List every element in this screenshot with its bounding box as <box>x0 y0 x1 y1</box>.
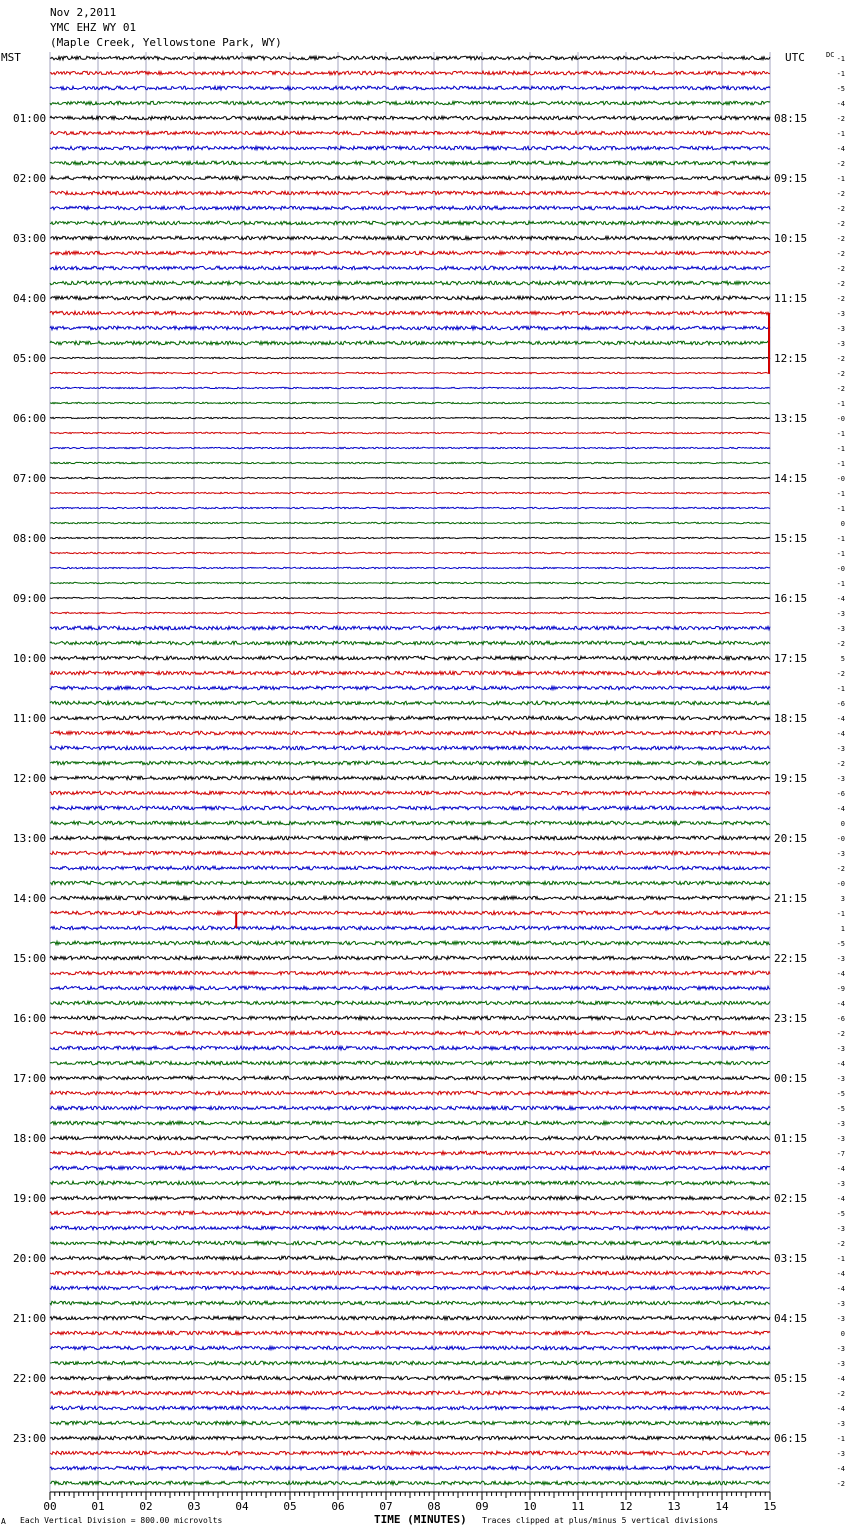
time-axis <box>43 1492 776 1513</box>
dc-offset-label: -3 <box>836 1075 845 1083</box>
mst-hour-label: 23:00 <box>13 1432 47 1445</box>
dc-offset-label: -1 <box>836 580 845 588</box>
dc-offset-label: -2 <box>836 865 845 873</box>
trace-line <box>50 1151 770 1155</box>
trace-line <box>50 716 770 720</box>
trace-line <box>50 1106 770 1110</box>
trace-line <box>50 1076 770 1080</box>
mst-hour-label: 22:00 <box>13 1372 47 1385</box>
x-tick-label: 06 <box>331 1500 345 1513</box>
utc-hour-label: 02:15 <box>774 1192 808 1205</box>
trace-line <box>50 1166 770 1170</box>
mst-hour-label: 08:00 <box>13 532 47 545</box>
trace-line <box>50 477 770 478</box>
trace-line <box>50 612 770 613</box>
dc-offset-label: -4 <box>836 970 845 978</box>
mst-hour-label: 06:00 <box>13 412 47 425</box>
trace-line <box>50 971 770 975</box>
trace-line <box>50 281 770 285</box>
trace-line <box>50 746 770 750</box>
trace-line <box>50 447 770 448</box>
mst-hour-label: 02:00 <box>13 172 47 185</box>
trace-line <box>50 236 770 240</box>
dc-offset-label: -3 <box>836 340 845 348</box>
utc-hour-label: 22:15 <box>774 952 808 965</box>
dc-offset-label: -4 <box>836 715 845 723</box>
mst-hour-label: 19:00 <box>13 1192 47 1205</box>
trace-line <box>50 896 770 900</box>
trace-line <box>50 296 770 300</box>
trace-line <box>50 191 770 195</box>
mst-hour-label: 09:00 <box>13 592 47 605</box>
trace-line <box>50 1241 770 1245</box>
utc-hour-label: 20:15 <box>774 832 808 845</box>
trace-line <box>50 1346 770 1350</box>
dc-offset-label: -1 <box>836 400 845 408</box>
mst-hour-label: 01:00 <box>13 112 47 125</box>
trace-line <box>50 941 770 945</box>
dc-offset-label: 3 <box>840 895 845 903</box>
trace-line <box>50 1451 770 1455</box>
utc-hour-label: 15:15 <box>774 532 808 545</box>
trace-line <box>50 492 770 493</box>
dc-offset-label: -4 <box>836 1165 845 1173</box>
utc-hour-label: 10:15 <box>774 232 808 245</box>
utc-axis-title: UTC <box>785 51 805 64</box>
dc-offset-label: -3 <box>836 310 845 318</box>
trace-line <box>50 357 770 358</box>
dc-offset-label: -4 <box>836 1465 845 1473</box>
trace-line <box>50 926 770 930</box>
trace-line <box>50 836 770 840</box>
dc-offset-label: -1 <box>836 460 845 468</box>
trace-line <box>50 1271 770 1275</box>
trace-line <box>50 597 770 598</box>
trace-line <box>50 372 770 373</box>
trace-line <box>50 821 770 825</box>
dc-offset-label: -7 <box>836 1150 845 1158</box>
dc-offset-label: -1 <box>836 910 845 918</box>
utc-hour-label: 09:15 <box>774 172 808 185</box>
trace-line <box>50 1436 770 1440</box>
dc-offset-label: -0 <box>836 415 845 423</box>
trace-line <box>50 1016 770 1020</box>
dc-offset-label: -4 <box>836 595 845 603</box>
mst-hour-label: 07:00 <box>13 472 47 485</box>
dc-offset-label: -2 <box>836 280 845 288</box>
dc-offset-label: 0 <box>840 820 845 828</box>
trace-line <box>50 1196 770 1200</box>
dc-offset-label: -0 <box>836 880 845 888</box>
dc-offset-label: -2 <box>836 370 845 378</box>
dc-offset-label: -2 <box>836 295 845 303</box>
x-tick-label: 05 <box>283 1500 297 1513</box>
dc-offset-label: -1 <box>836 1255 845 1263</box>
dc-offset-label: -0 <box>836 835 845 843</box>
utc-hour-label: 00:15 <box>774 1072 808 1085</box>
dc-offset-label: 5 <box>840 655 845 663</box>
dc-offset-label: -2 <box>836 220 845 228</box>
dc-offset-label: -1 <box>836 130 845 138</box>
utc-hour-label: 23:15 <box>774 1012 808 1025</box>
trace-line <box>50 701 770 705</box>
utc-hour-label: 01:15 <box>774 1132 808 1145</box>
dc-offset-label: -2 <box>836 235 845 243</box>
x-axis-label: TIME (MINUTES) <box>374 1513 467 1526</box>
dc-offset-label: -6 <box>836 790 845 798</box>
trace-line <box>50 791 770 795</box>
mst-hour-label: 20:00 <box>13 1252 47 1265</box>
mst-hour-label: 03:00 <box>13 232 47 245</box>
dc-offset-label: -9 <box>836 985 845 993</box>
trace-line <box>50 71 770 75</box>
x-tick-label: 10 <box>523 1500 537 1513</box>
dc-offset-label: 0 <box>840 520 845 528</box>
trace-line <box>50 806 770 810</box>
trace-line <box>50 402 770 403</box>
trace-line <box>50 956 770 960</box>
trace-line <box>50 1121 770 1125</box>
trace-line <box>50 266 770 270</box>
dc-offset-label: -3 <box>836 745 845 753</box>
utc-hour-label: 19:15 <box>774 772 808 785</box>
x-tick-label: 14 <box>715 1500 729 1513</box>
dc-offset-label: -2 <box>836 160 845 168</box>
mst-hour-label: 05:00 <box>13 352 47 365</box>
trace-line <box>50 1061 770 1065</box>
utc-hour-label: 06:15 <box>774 1432 808 1445</box>
utc-hour-labels <box>774 112 807 1445</box>
trace-group <box>50 56 770 1485</box>
dc-offset-label: -4 <box>836 730 845 738</box>
trace-line <box>50 1391 770 1395</box>
utc-hour-label: 12:15 <box>774 352 808 365</box>
dc-offset-label: -2 <box>836 670 845 678</box>
x-tick-label: 01 <box>91 1500 105 1513</box>
dc-offset-label: -2 <box>836 190 845 198</box>
dc-offset-label: -4 <box>836 1060 845 1068</box>
utc-hour-label: 08:15 <box>774 112 808 125</box>
dc-offset-label: -4 <box>836 805 845 813</box>
trace-line <box>50 1031 770 1035</box>
x-tick-label: 13 <box>667 1500 681 1513</box>
mst-hour-label: 17:00 <box>13 1072 47 1085</box>
dc-offset-label: -1 <box>836 430 845 438</box>
x-tick-label: 12 <box>619 1500 633 1513</box>
trace-line <box>50 1481 770 1485</box>
trace-line <box>50 56 770 60</box>
mst-axis-title: MST <box>1 51 21 64</box>
trace-line <box>50 731 770 735</box>
utc-hour-label: 04:15 <box>774 1312 808 1325</box>
dc-offset-label: -4 <box>836 1405 845 1413</box>
utc-hour-label: 11:15 <box>774 292 808 305</box>
trace-line <box>50 86 770 90</box>
dc-offset-label: -2 <box>836 355 845 363</box>
dc-offset-label: -5 <box>836 85 845 93</box>
trace-line <box>50 507 770 508</box>
mst-hour-labels <box>13 112 46 1445</box>
dc-offset-label: -1 <box>836 550 845 558</box>
trace-line <box>50 146 770 150</box>
trace-line <box>50 641 770 645</box>
dc-offset-label: -3 <box>836 955 845 963</box>
mst-hour-label: 04:00 <box>13 292 47 305</box>
trace-line <box>50 1046 770 1050</box>
trace-line <box>50 326 770 330</box>
x-tick-label: 03 <box>187 1500 201 1513</box>
dc-offset-label: -1 <box>836 445 845 453</box>
dc-offset-label: -3 <box>836 1420 845 1428</box>
mst-hour-label: 21:00 <box>13 1312 47 1325</box>
trace-line <box>50 1466 770 1470</box>
dc-offset-label: -2 <box>836 265 845 273</box>
x-tick-label: 04 <box>235 1500 249 1513</box>
header-date: Nov 2,2011 <box>50 6 117 19</box>
trace-line <box>50 1406 770 1410</box>
utc-hour-label: 16:15 <box>774 592 808 605</box>
trace-line <box>50 462 770 463</box>
dc-offset-label: -4 <box>836 145 845 153</box>
trace-line <box>50 881 770 885</box>
dc-offset-label: -1 <box>836 70 845 78</box>
dc-offset-label: -4 <box>836 1375 845 1383</box>
trace-line <box>50 986 770 990</box>
mst-hour-label: 12:00 <box>13 772 47 785</box>
dc-offset-label: -3 <box>836 1045 845 1053</box>
dc-offset-label: -2 <box>836 1390 845 1398</box>
dc-offset-label: -2 <box>836 1240 845 1248</box>
trace-line <box>50 161 770 165</box>
dc-offset-label: -4 <box>836 100 845 108</box>
x-tick-label: 09 <box>475 1500 489 1513</box>
trace-line <box>50 686 770 690</box>
trace-line <box>50 341 770 345</box>
dc-offset-label: -1 <box>836 1435 845 1443</box>
x-tick-label: 07 <box>379 1500 393 1513</box>
dc-offset-label: -1 <box>836 490 845 498</box>
dc-offset-labels <box>837 55 845 1488</box>
utc-hour-label: 13:15 <box>774 412 808 425</box>
footer-clip: Traces clipped at plus/minus 5 vertical divisions <box>482 1516 719 1525</box>
dc-offset-label: -2 <box>836 250 845 258</box>
dc-offset-label: -3 <box>836 1225 845 1233</box>
trace-line <box>50 1421 770 1425</box>
trace-line <box>50 626 770 630</box>
dc-offset-label: -4 <box>836 1270 845 1278</box>
dc-offset-label: -3 <box>836 325 845 333</box>
mst-hour-label: 13:00 <box>13 832 47 845</box>
utc-hour-label: 14:15 <box>774 472 808 485</box>
header-station: YMC EHZ WY 01 <box>50 21 137 34</box>
dc-offset-label: -1 <box>836 505 845 513</box>
trace-line <box>50 1361 770 1365</box>
dc-offset-label: -5 <box>836 1090 845 1098</box>
trace-line <box>50 251 770 255</box>
dc-title: DC <box>826 51 835 59</box>
dc-offset-label: -4 <box>836 1195 845 1203</box>
dc-offset-label: -3 <box>836 1345 845 1353</box>
dc-offset-label: -6 <box>836 1015 845 1023</box>
trace-line <box>50 1316 770 1320</box>
trace-line <box>50 1181 770 1185</box>
utc-hour-label: 05:15 <box>774 1372 808 1385</box>
dc-offset-label: -0 <box>836 565 845 573</box>
trace-line <box>50 221 770 225</box>
mst-hour-label: 18:00 <box>13 1132 47 1145</box>
utc-hour-label: 17:15 <box>774 652 808 665</box>
dc-offset-label: -3 <box>836 625 845 633</box>
mst-hour-label: 11:00 <box>13 712 47 725</box>
x-tick-label: 15 <box>763 1500 777 1513</box>
utc-hour-label: 18:15 <box>774 712 808 725</box>
trace-line <box>50 776 770 780</box>
dc-offset-label: -2 <box>836 385 845 393</box>
dc-offset-label: -1 <box>836 55 845 63</box>
trace-line <box>50 1301 770 1305</box>
dc-offset-label: -2 <box>836 1480 845 1488</box>
dc-offset-label: -3 <box>836 1135 845 1143</box>
footer-scale: Each Vertical Division = 800.00 microvolts <box>20 1516 223 1525</box>
trace-line <box>50 866 770 870</box>
footer-mark: A <box>1 1517 6 1526</box>
mst-hour-label: 16:00 <box>13 1012 47 1025</box>
trace-line <box>50 1256 770 1260</box>
mst-hour-label: 15:00 <box>13 952 47 965</box>
x-tick-label: 11 <box>571 1500 585 1513</box>
trace-line <box>50 131 770 135</box>
dc-offset-label: -3 <box>836 1300 845 1308</box>
dc-offset-label: -6 <box>836 700 845 708</box>
trace-line <box>50 671 770 675</box>
dc-offset-label: -1 <box>836 175 845 183</box>
dc-offset-label: -3 <box>836 1450 845 1458</box>
dc-offset-label: -2 <box>836 205 845 213</box>
dc-offset-label: -5 <box>836 1105 845 1113</box>
dc-offset-label: -3 <box>836 775 845 783</box>
dc-offset-label: -0 <box>836 475 845 483</box>
dc-offset-label: -1 <box>836 535 845 543</box>
trace-line <box>50 311 770 315</box>
dc-offset-label: -2 <box>836 1030 845 1038</box>
dc-offset-label: 1 <box>840 925 845 933</box>
trace-line <box>50 1211 770 1215</box>
trace-line <box>50 387 770 388</box>
trace-line <box>50 1286 770 1290</box>
utc-hour-label: 21:15 <box>774 892 808 905</box>
trace-line <box>50 1331 770 1335</box>
dc-offset-label: -2 <box>836 760 845 768</box>
dc-offset-label: -5 <box>836 940 845 948</box>
trace-line <box>50 761 770 765</box>
trace-line <box>50 1001 770 1005</box>
trace-line <box>50 1091 770 1095</box>
dc-offset-label: -4 <box>836 1000 845 1008</box>
dc-offset-label: -3 <box>836 1180 845 1188</box>
dc-offset-label: -3 <box>836 850 845 858</box>
dc-offset-label: -5 <box>836 1210 845 1218</box>
trace-line <box>50 911 770 915</box>
dc-offset-label: -3 <box>836 1120 845 1128</box>
trace-line <box>50 176 770 180</box>
dc-offset-label: -2 <box>836 640 845 648</box>
dc-offset-label: -1 <box>836 685 845 693</box>
trace-line <box>50 417 770 418</box>
dc-offset-label: -3 <box>836 610 845 618</box>
trace-line <box>50 567 770 568</box>
x-tick-label: 02 <box>139 1500 153 1513</box>
trace-line <box>50 851 770 855</box>
mst-hour-label: 10:00 <box>13 652 47 665</box>
dc-offset-label: -2 <box>836 115 845 123</box>
x-tick-label: 08 <box>427 1500 441 1513</box>
dc-offset-label: -3 <box>836 1315 845 1323</box>
trace-line <box>50 1376 770 1380</box>
x-tick-label: 00 <box>43 1500 57 1513</box>
header-location: (Maple Creek, Yellowstone Park, WY) <box>50 36 282 49</box>
dc-offset-label: -4 <box>836 1285 845 1293</box>
trace-line <box>50 432 770 433</box>
dc-offset-label: -3 <box>836 1360 845 1368</box>
trace-line <box>50 537 770 538</box>
trace-line <box>50 1226 770 1230</box>
trace-line <box>50 101 770 105</box>
trace-line <box>50 656 770 660</box>
trace-line <box>50 582 770 583</box>
mst-hour-label: 14:00 <box>13 892 47 905</box>
utc-hour-label: 03:15 <box>774 1252 808 1265</box>
trace-line <box>50 116 770 120</box>
dc-offset-label: 0 <box>840 1330 845 1338</box>
trace-line <box>50 206 770 210</box>
trace-line <box>50 522 770 523</box>
trace-line <box>50 552 770 553</box>
trace-line <box>50 1136 770 1140</box>
